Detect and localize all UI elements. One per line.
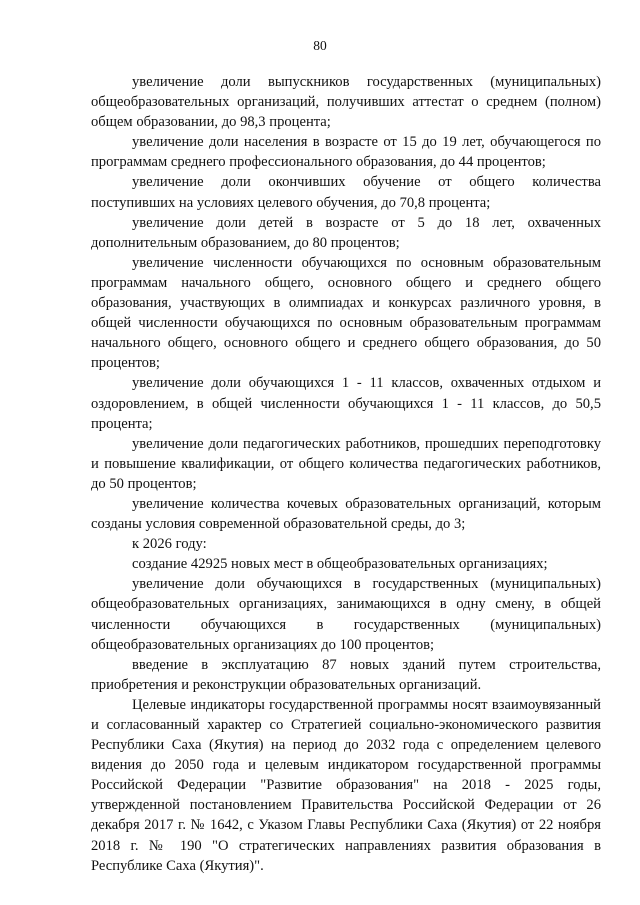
paragraph-olympiads: увеличение численности обучающихся по основным образовательным программам начального общего, основного общего и среднего общего образования, участвующих в олимпиадах и конкурсах различного уровня, в общей численности обучающихся по основным образовательным программам начального общего, основного общего и среднего общего образования, до 50 процентов; [91, 254, 601, 372]
paragraph-teacher-training: увеличение доли педагогических работников, прошедших переподготовку и повышение квалификации, от общего количества педагогических работников, до 50 процентов; [91, 435, 601, 492]
paragraph-vocational-education: увеличение доли населения в возрасте от 15 до 19 лет, обучающегося по программам среднего профессионального образования, до 44 процентов; [91, 134, 601, 171]
paragraph-targeted-training: увеличение доли окончивших обучение от общего количества поступивших на условиях целевого обучения, до 70,8 процента; [91, 174, 601, 211]
page-number: 80 [313, 38, 327, 53]
paragraph-new-places: создание 42925 новых мест в общеобразовательных организациях; [132, 556, 548, 573]
paragraph-additional-education: увеличение доли детей в возрасте от 5 до 18 лет, охваченных дополнительным образованием, до 80 процентов; [91, 214, 601, 251]
paragraph-nomadic-schools: увеличение количества кочевых образовательных организаций, которым созданы условия современной образовательной среды, до 3; [91, 495, 601, 533]
paragraph-recreation: увеличение доли обучающихся 1 - 11 классов, охваченных отдыхом и оздоровлением, в общей численности обучающихся 1 - 11 классов, до 50,5 процента; [91, 375, 601, 432]
document-body [91, 72, 601, 876]
paragraph-year-2026: к 2026 году: [132, 536, 207, 553]
paragraph-single-shift: увеличение доли обучающихся в государственных (муниципальных) общеобразовательных организациях, занимающихся в одну смену, в общей численности обучающихся в государственных (муниципальных) общеобразовательных организациях до 100 процентов; [91, 576, 601, 653]
paragraph-new-buildings: введение в эксплуатацию 87 новых зданий путем строительства, приобретения и реконструкции образовательных организаций. [91, 656, 601, 693]
paragraph-graduates-certificate: увеличение доли выпускников государственных (муниципальных) общеобразовательных организаций, получивших аттестат о среднем (полном) общем образовании, до 98,3 процента; [91, 74, 601, 131]
paragraph-target-indicators: Целевые индикаторы государственной программы носят взаимоувязанный и согласованный характер со Стратегией социально-экономического развития Республики Саха (Якутия) на период до 2032 года с определением целевого видения до 2050 года и целевым индикатором государственной программы Российской Федерации "Развитие образования" на 2018 - 2025 годы, утвержденной постановлением Правительства Российской Федерации от 26 декабря 2017 г. № 1642, с Указом Главы Республики Саха (Якутия) от 22 ноября 2018 г. № 190 "О стратегических направлениях развития образования в Республике Саха (Якутия)". [91, 696, 601, 874]
